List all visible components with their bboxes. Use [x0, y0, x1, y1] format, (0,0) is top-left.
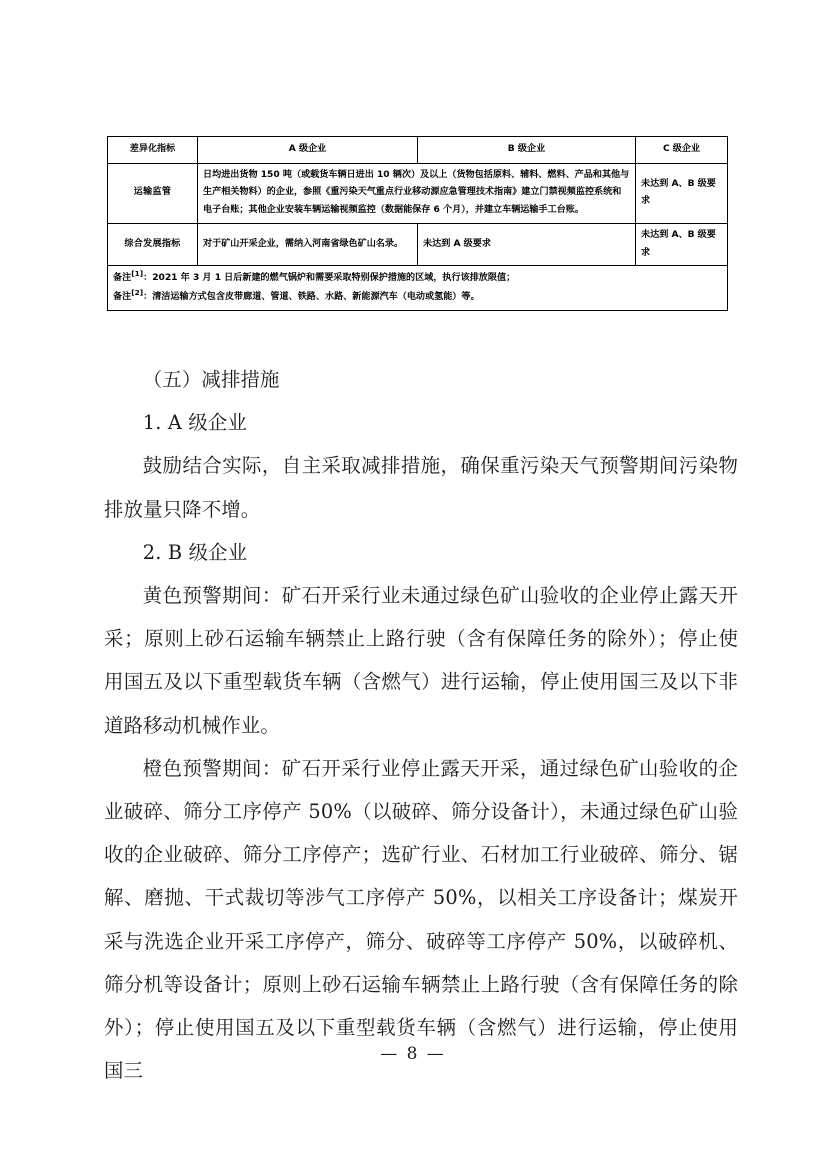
footnote-2-text: ：清洁运输方式包含皮带廊道、管道、铁路、水路、新能源汽车（电动或氢能）等。 — [143, 291, 480, 302]
differentiated-indicators-table-wrapper — [107, 136, 727, 311]
table-header-grade-a: A 级企业 — [198, 137, 418, 164]
cell-comprehensive-grade-a: 对于矿山开采企业，需纳入河南省绿色矿山名录。 — [198, 223, 418, 265]
row-label-comprehensive-development: 综合发展指标 — [108, 223, 198, 265]
paragraph-orange-alert-measures: 橙色预警期间：矿石开采行业停止露天开采，通过绿色矿山验收的企业破碎、筛分工序停产 50%（以破碎、筛分设备计），未通过绿色矿山验收的企业破碎、筛分工序停产；选矿行业、石材加工行业破碎、筛分、锯解、磨抛、干式裁切等涉气工序停产 50%，以相关工序设备计；煤炭开采与洗选企业开采工序停产，筛分、破碎等工序停产 50%，以破碎机、筛分机等设备计；原则上砂石运输车辆禁止上路行驶（含有保障任务的除外）；停止使用国五及以下重型载货车辆（含燃气）进行运输，停止使用国三 — [104, 756, 738, 1083]
row-label-transport-supervision: 运输监管 — [108, 163, 198, 223]
cell-comprehensive-grade-b: 未达到 A 级要求 — [418, 223, 636, 265]
section-heading-emission-reduction: （五）减排措施 — [142, 368, 280, 391]
footnote-2-prefix: 备注 — [113, 291, 132, 302]
document-body — [104, 358, 738, 1092]
footnote-1-prefix: 备注 — [113, 273, 132, 284]
table-header-grade-c: C 级企业 — [636, 137, 728, 164]
differentiated-indicators-table — [107, 136, 728, 311]
subheading-grade-b-enterprise: 2. B 级企业 — [142, 540, 248, 564]
table-footnote-1 — [113, 269, 722, 288]
footnote-1-text: ：2021 年 3 月 1 日后新建的燃气锅炉和需要采取特别保护措施的区域，执行该排放限值； — [143, 273, 516, 284]
table-header-grade-b: B 级企业 — [418, 137, 636, 164]
footnote-2-marker: [2] — [131, 287, 144, 297]
subheading-grade-a-enterprise: 1. A 级企业 — [142, 411, 247, 435]
table-header-row — [108, 137, 728, 164]
table-header-indicator: 差异化指标 — [108, 137, 198, 164]
table-footnote-2 — [113, 288, 722, 307]
table-row — [108, 223, 728, 265]
paragraph-grade-a-measures: 鼓励结合实际，自主采取减排措施，确保重污染天气预警期间污染物排放量只降不增。 — [104, 454, 738, 521]
paragraph-yellow-alert-measures: 黄色预警期间：矿石开采行业未通过绿色矿山验收的企业停止露天开采；原则上砂石运输车辆禁止上路行驶（含有保障任务的除外）；停止使用国五及以下重型载货车辆（含燃气）进行运输，停止使用国三及以下非道路移动机械作业。 — [104, 584, 738, 737]
footnote-1-marker: [1] — [131, 269, 144, 279]
table-footnotes-cell — [108, 266, 728, 310]
cell-comprehensive-grade-c: 未达到 A、B 级要求 — [636, 223, 728, 265]
cell-transport-grade-ab: 日均进出货物 150 吨（或载货车辆日进出 10 辆次）及以上（货物包括原料、辅料、燃料、产品和其他与生产相关物料）的企业，参照《重污染天气重点行业移动源应急管理技术指南》建立门禁视频监控系统和电子台账；其他企业安装车辆运输视频监控（数据能保存 6 个月），并建立车辆运输手工台账。 — [198, 163, 636, 223]
page-number: — 8 — — [380, 1044, 446, 1064]
cell-transport-grade-c: 未达到 A、B 级要求 — [636, 163, 728, 223]
table-footnotes-row — [108, 266, 728, 310]
table-row — [108, 163, 728, 223]
